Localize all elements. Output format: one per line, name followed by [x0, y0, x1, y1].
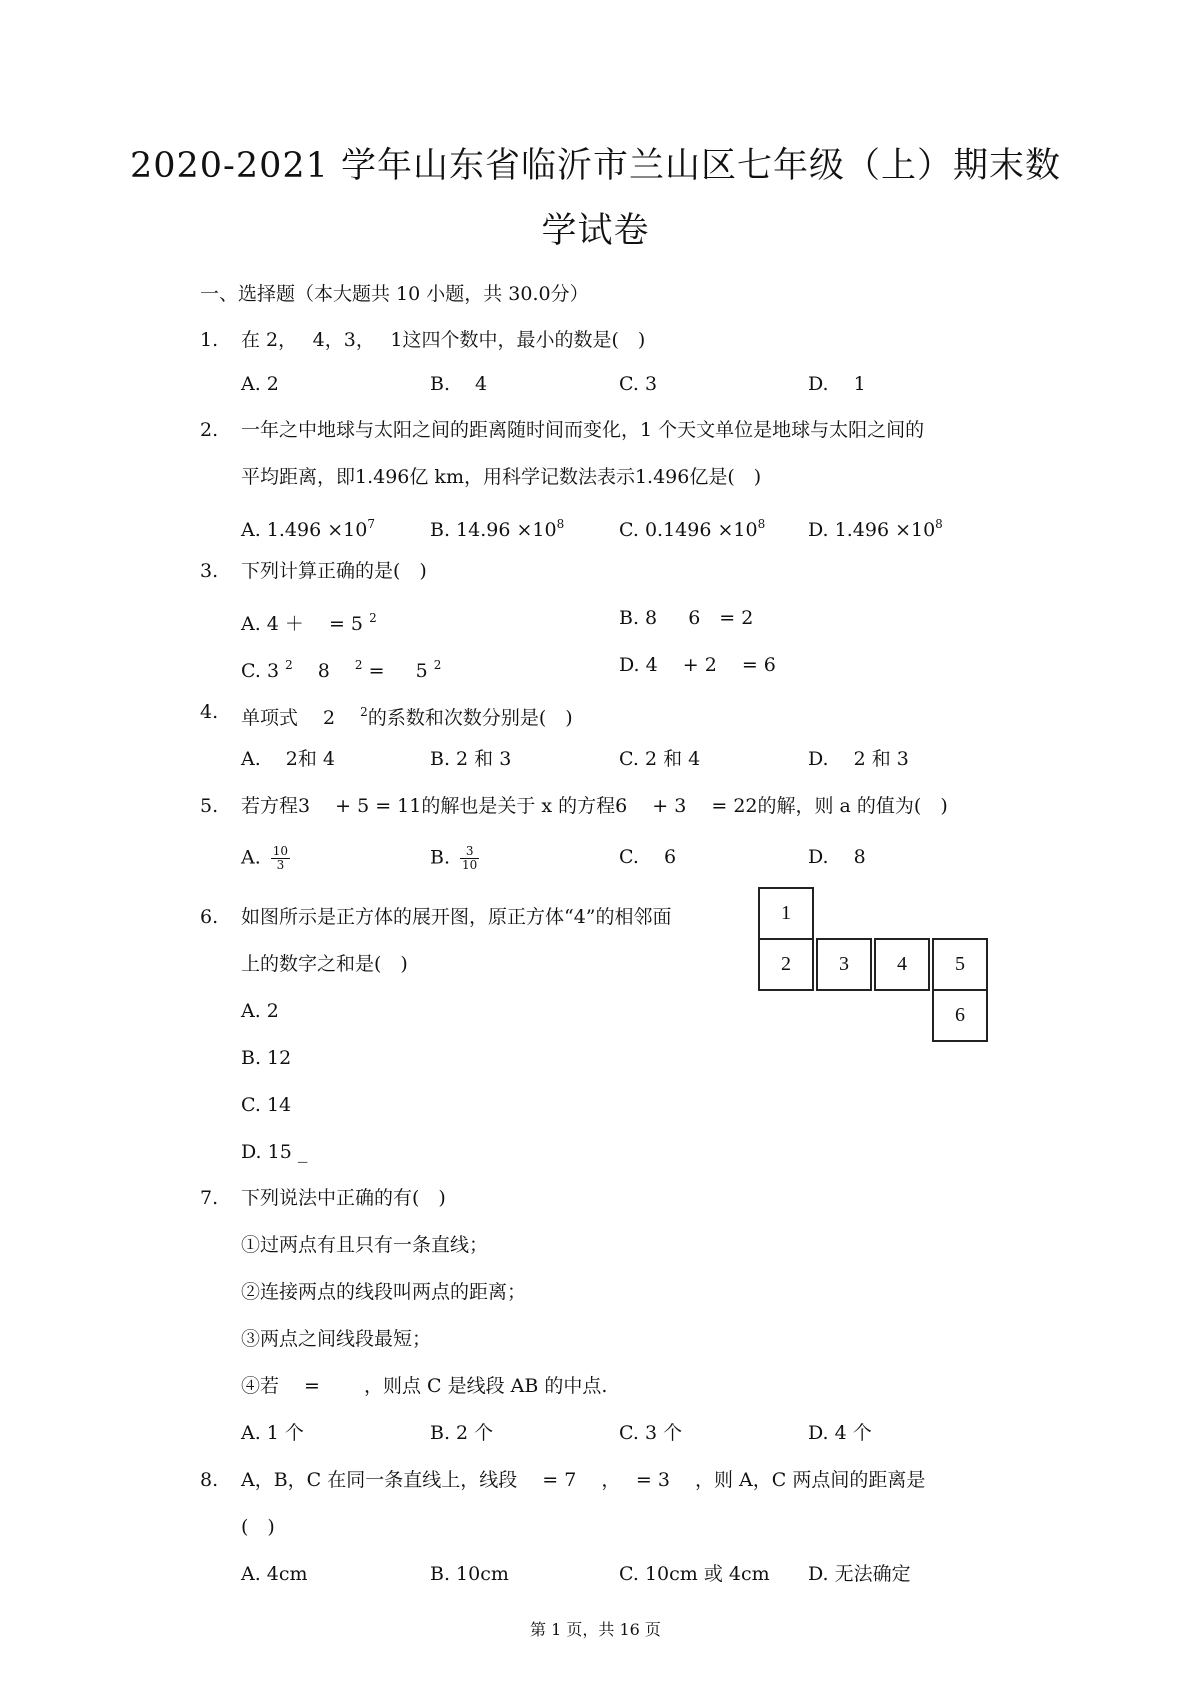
question-text: 一年之中地球与太阳之间的距离随时间而变化，1 个天文单位是地球与太阳之间的: [241, 419, 925, 441]
option-a: A. 4 ＋ = 5 $^2$: [241, 611, 377, 635]
option-a: A. $\frac{10}{3}$: [241, 844, 289, 872]
question-number: 4.: [200, 701, 219, 723]
question-text: 下列说法中正确的有( ): [241, 1187, 446, 1209]
option-b: B. 4: [430, 373, 488, 395]
option-a: A. 2: [241, 1000, 279, 1022]
option-c: C. 6: [619, 846, 677, 868]
option-a: A. 1 个: [241, 1422, 304, 1444]
statement-item: ③两点之间线段最短；: [241, 1328, 432, 1350]
option-d: D. 15 _: [241, 1141, 308, 1163]
page-footer: 第 1 页，共 16 页: [530, 1620, 661, 1639]
question-text: 下列计算正确的是( ): [241, 560, 427, 582]
statement-item: ④若 = ，则点 C 是线段 AB 的中点.: [241, 1375, 608, 1397]
option-c: C. 2 和 4: [619, 748, 701, 770]
question-number: 8.: [200, 1469, 219, 1491]
net-cell: 3: [816, 938, 872, 991]
option-d: D. 2 和 3: [808, 748, 909, 770]
net-cell: 6: [932, 989, 988, 1042]
option-b: B. $\frac{3}{10}$: [430, 844, 478, 872]
option-a: A. 4cm: [241, 1563, 308, 1585]
option-d: D. 4 + 2 = 6: [619, 654, 776, 676]
option-d: D. 无法确定: [808, 1563, 911, 1585]
option-b: B. 12: [241, 1047, 292, 1069]
option-b: B. 2 和 3: [430, 748, 512, 770]
statement-item: ①过两点有且只有一条直线；: [241, 1234, 489, 1256]
net-cell: 4: [874, 938, 930, 991]
fraction: $\frac{10}{3}$: [272, 844, 289, 872]
question-text: 单项式 2 $^2$的系数和次数分别是( ): [241, 705, 573, 729]
statement-item: ②连接两点的线段叫两点的距离；: [241, 1281, 527, 1303]
page-title-line2: 学试卷: [541, 211, 650, 251]
question-number: 1.: [200, 329, 219, 351]
option-d: D. 4 个: [808, 1422, 872, 1444]
option-b: B. 8 6 = 2: [619, 607, 754, 629]
question-text: 平均距离，即1.496亿 km，用科学记数法表示1.496亿是( ): [241, 466, 762, 488]
net-cell: 2: [758, 938, 814, 991]
question-number: 3.: [200, 560, 219, 582]
cube-net-figure: [758, 887, 990, 1047]
option-c: C. $0.1496 \times 10^8$: [619, 517, 766, 541]
option-b: B. 10cm: [430, 1563, 509, 1585]
question-number: 5.: [200, 795, 219, 817]
option-a: A. 2: [241, 373, 279, 395]
question-text: 上的数字之和是( ): [241, 953, 408, 975]
question-text: 在 2， 4，3， 1这四个数中，最小的数是( ): [241, 329, 646, 351]
option-c: C. 14: [241, 1094, 292, 1116]
option-c: C. 3 个: [619, 1422, 683, 1444]
question-number: 2.: [200, 419, 219, 441]
question-number: 7.: [200, 1187, 219, 1209]
option-d: D. 1: [808, 373, 866, 395]
option-c: C. 3: [619, 373, 658, 395]
option-d: D. $1.496 \times 10^8$: [808, 517, 943, 541]
fraction: $\frac{3}{10}$: [462, 844, 478, 872]
net-cell: 5: [932, 938, 988, 991]
option-c: C. 3 $^2$ 8 $^2$ = 5 $^2$: [241, 658, 442, 682]
option-a: A. $1.496 \times 10^7$: [241, 517, 375, 541]
net-cell: 1: [758, 887, 814, 940]
question-number: 6.: [200, 906, 219, 928]
page-title-line1: 2020-2021 学年山东省临沂市兰山区七年级（上）期末数: [129, 146, 1062, 186]
question-text: A，B，C 在同一条直线上，线段 = 7 ， = 3 ，则 A，C 两点间的距离是: [241, 1469, 926, 1491]
question-text: ( ): [241, 1516, 275, 1538]
question-text: 如图所示是正方体的展开图，原正方体“4”的相邻面: [241, 906, 672, 928]
option-a: A. 2和 4: [241, 748, 336, 770]
option-c: C. 10cm 或 4cm: [619, 1563, 770, 1585]
question-text: 若方程3 + 5 = 11的解也是关于 x 的方程6 + 3 = 22的解，则 a 的值为( ): [241, 795, 948, 817]
option-d: D. 8: [808, 846, 866, 868]
option-b: B. 2 个: [430, 1422, 494, 1444]
option-b: B. $14.96 \times 10^8$: [430, 517, 565, 541]
section-heading: 一、选择题（本大题共 10 小题，共 30.0分）: [200, 283, 589, 305]
